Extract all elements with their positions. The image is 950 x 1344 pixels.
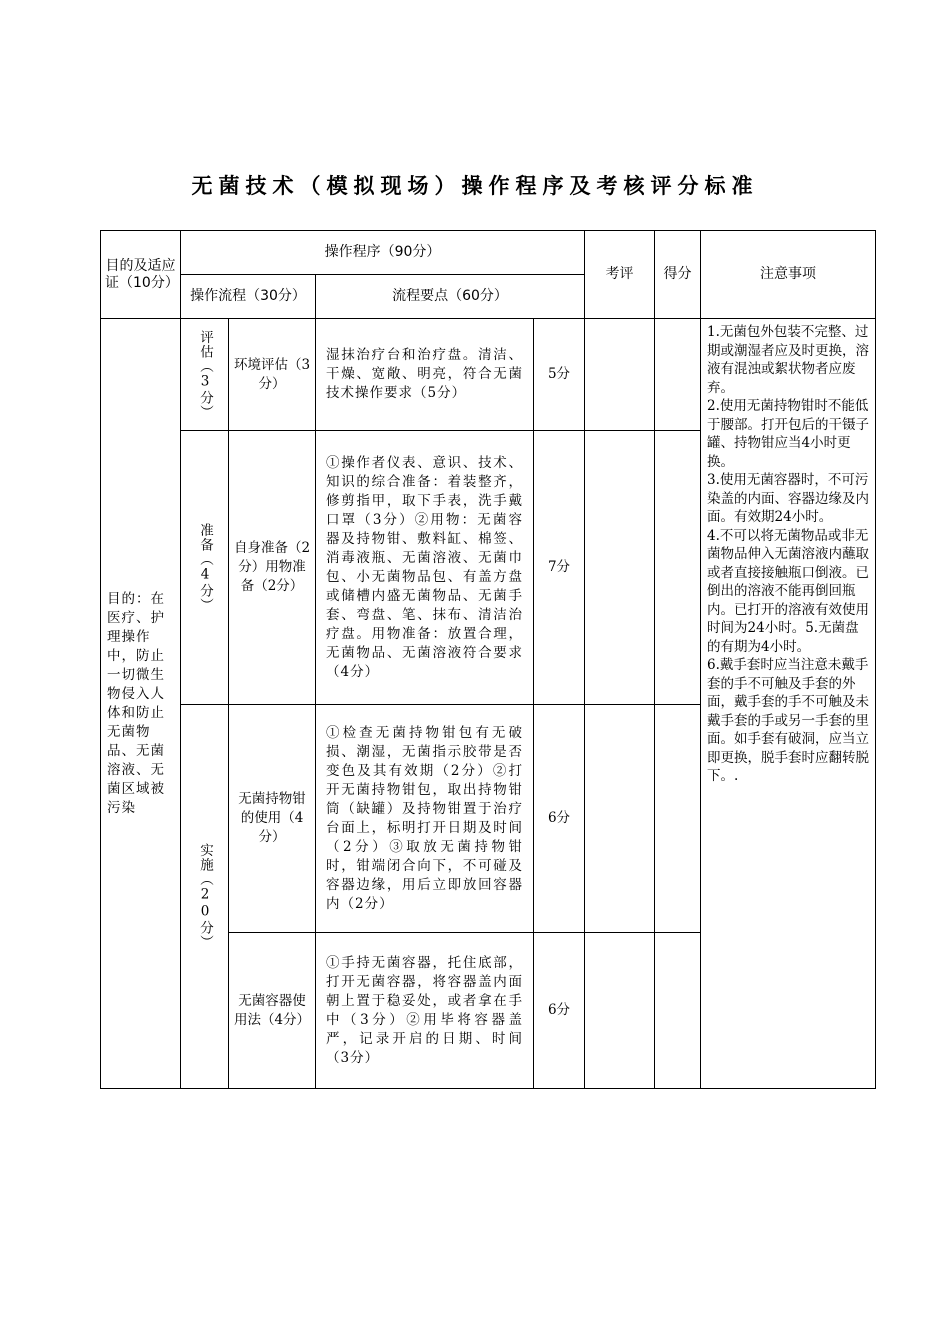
note-item: 6.戴手套时应当注意未戴手套的手不可触及手套的外面，戴手套的手不可触及未戴手套的手或另一手套的里面。如手套有破洞，应当立即更换，脱手套时应翻转脱下。.	[707, 657, 870, 784]
header-notes: 注意事项	[701, 231, 876, 319]
note-item: 4.不可以将无菌物品或非无菌物品伸入无菌溶液内蘸取或者直接接触瓶口倒液。已倒出的溶液不能再倒回瓶内。已打开的溶液有效使用时间为24小时。5.无菌盘的有期为4小时。	[707, 527, 870, 655]
score-cell-prepare	[655, 431, 701, 705]
header-score: 得分	[655, 231, 701, 319]
detail-sterile-container: ①手持无菌容器，托住底部，打开无菌容器，将容器盖内面朝上置于稳妥处，或者拿在手中（3分）②用毕将容器盖严，记录开启的日期、时间（3分）	[316, 933, 534, 1089]
stage-assess: 评估（3分）	[197, 329, 213, 420]
header-purpose: 目的及适应证（10分）	[101, 231, 181, 319]
note-item: 1.无菌包外包装不完整、过期或潮湿者应及时更换，溶液有混浊或絮状物者应废弃。	[707, 324, 870, 396]
score-cell-container	[655, 933, 701, 1089]
note-item: 2.使用无菌持物钳时不能低于腰部。打开包后的干镊子罐、持物钳应当4小时更换。	[707, 398, 870, 470]
evaluation-cell-prepare	[585, 431, 655, 705]
detail-sterile-forceps: ①检查无菌持物钳包有无破损、潮湿，无菌指示胶带是否变色及其有效期（2分）②打开无菌持物钳包，取出持物钳筒（缺罐）及持物钳置于治疗台面上，标明打开日期及时间（2分）③取放无菌持物钳时，钳端闭合向下，不可碰及容器边缘，用后立即放回容器内（2分）	[316, 705, 534, 933]
scoring-table	[100, 230, 876, 1089]
notes-list	[701, 319, 876, 1089]
points-prepare: 7分	[534, 431, 585, 705]
points-assess: 5分	[534, 319, 585, 431]
item-environment-assessment: 环境评估（3分）	[229, 319, 316, 431]
evaluation-cell-container	[585, 933, 655, 1089]
header-procedure: 操作程序（90分）	[181, 231, 585, 275]
evaluation-cell-assess	[585, 319, 655, 431]
header-evaluation: 考评	[585, 231, 655, 319]
evaluation-cell-forceps	[585, 705, 655, 933]
score-cell-forceps	[655, 705, 701, 933]
stage-implement: 实施（20分）	[197, 843, 213, 950]
points-container: 6分	[534, 933, 585, 1089]
detail-environment-assessment: 湿抹治疗台和治疗盘。清洁、干燥、宽敞、明亮，符合无菌技术操作要求（5分）	[316, 319, 534, 431]
item-sterile-forceps: 无菌持物钳的使用（4分）	[229, 705, 316, 933]
header-key-points: 流程要点（60分）	[316, 275, 585, 319]
note-item: 3.使用无菌容器时，不可污染盖的内面、容器边缘及内面。有效期24小时。	[707, 472, 870, 525]
points-forceps: 6分	[534, 705, 585, 933]
score-cell-assess	[655, 319, 701, 431]
header-flow: 操作流程（30分）	[181, 275, 316, 319]
stage-prepare: 准备（4分）	[197, 522, 213, 613]
purpose-text: 目的：在医疗、护理操作中，防止一切微生物侵入人体和防止无菌物品、无菌溶液、无菌区域被污染	[101, 319, 181, 1089]
item-sterile-container: 无菌容器使用法（4分）	[229, 933, 316, 1089]
detail-preparation: ①操作者仪表、意识、技术、知识的综合准备：着装整齐，修剪指甲，取下手表，洗手戴口罩（3分）②用物：无菌容器及持物钳、敷料缸、棉签、消毒液瓶、无菌溶液、无菌巾包、小无菌物品包、有盖方盘或储槽内盛无菌物品、无菌手套、弯盘、笔、抹布、清洁治疗盘。用物准备：放置合理，无菌物品、无菌溶液符合要求（4分）	[316, 431, 534, 705]
item-preparation: 自身准备（2分）用物准备（2分）	[229, 431, 316, 705]
document-title: 无菌技术（模拟现场）操作程序及考核评分标准	[191, 174, 759, 198]
